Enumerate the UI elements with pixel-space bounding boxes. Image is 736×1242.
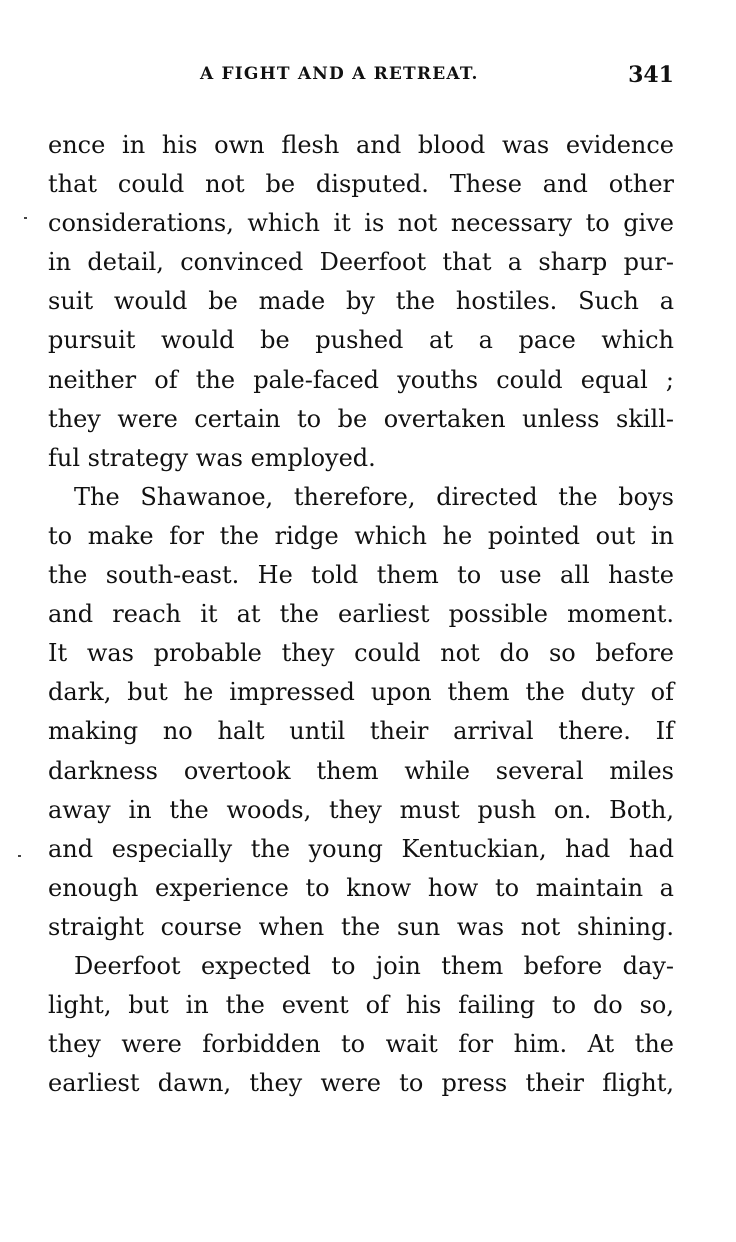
text-line: considerations, which it is not necessary to give — [48, 209, 674, 238]
text-line: ence in his own flesh and blood was evidence — [48, 131, 674, 159]
paragraph — [48, 478, 674, 947]
text-line: The Shawanoe, therefore, directed the boys — [74, 482, 674, 511]
text-line: in detail, convinced Deerfoot that a sharp pur- — [48, 248, 674, 277]
text-line: making no halt until their arrival there. If — [48, 717, 674, 746]
text-line: suit would be made by the hostiles. Such a — [48, 287, 674, 316]
margin-speck — [24, 217, 27, 219]
text-line: and reach it at the earliest possible moment. — [48, 600, 674, 629]
text-line: It was probable they could not do so before — [48, 639, 674, 668]
text-line: that could not be disputed. These and other — [48, 170, 674, 199]
text-line: earliest dawn, they were to press their flight, — [48, 1069, 674, 1098]
text-line: they were forbidden to wait for him. At the — [48, 1030, 674, 1059]
text-line: away in the woods, they must push on. Both, — [48, 795, 674, 824]
text-line: straight course when the sun was not shining. — [48, 912, 674, 941]
text-line: to make for the ridge which he pointed out in — [48, 521, 674, 550]
text-line: the south-east. He told them to use all haste — [48, 561, 674, 590]
text-line: and especially the young Kentuckian, had had — [48, 834, 674, 863]
text-line: darkness overtook them while several miles — [48, 756, 674, 785]
running-title: A FIGHT AND A RETREAT. — [200, 64, 479, 84]
paragraph — [48, 126, 674, 478]
running-head — [48, 64, 674, 94]
text-line: ful strategy was employed. — [48, 443, 376, 472]
page-number: 341 — [628, 62, 674, 88]
text-line: they were certain to be overtaken unless skill- — [48, 404, 674, 433]
body-text — [48, 126, 674, 1103]
margin-speck — [18, 855, 21, 857]
text-line: pursuit would be pushed at a pace which — [48, 326, 674, 355]
text-line: neither of the pale-faced youths could equal ; — [48, 365, 674, 394]
text-line: dark, but he impressed upon them the duty of — [48, 678, 674, 707]
paragraph — [48, 947, 674, 1103]
text-line: light, but in the event of his failing to do so, — [48, 991, 674, 1020]
text-line: Deerfoot expected to join them before day- — [74, 951, 674, 980]
text-line: enough experience to know how to maintain a — [48, 873, 674, 902]
